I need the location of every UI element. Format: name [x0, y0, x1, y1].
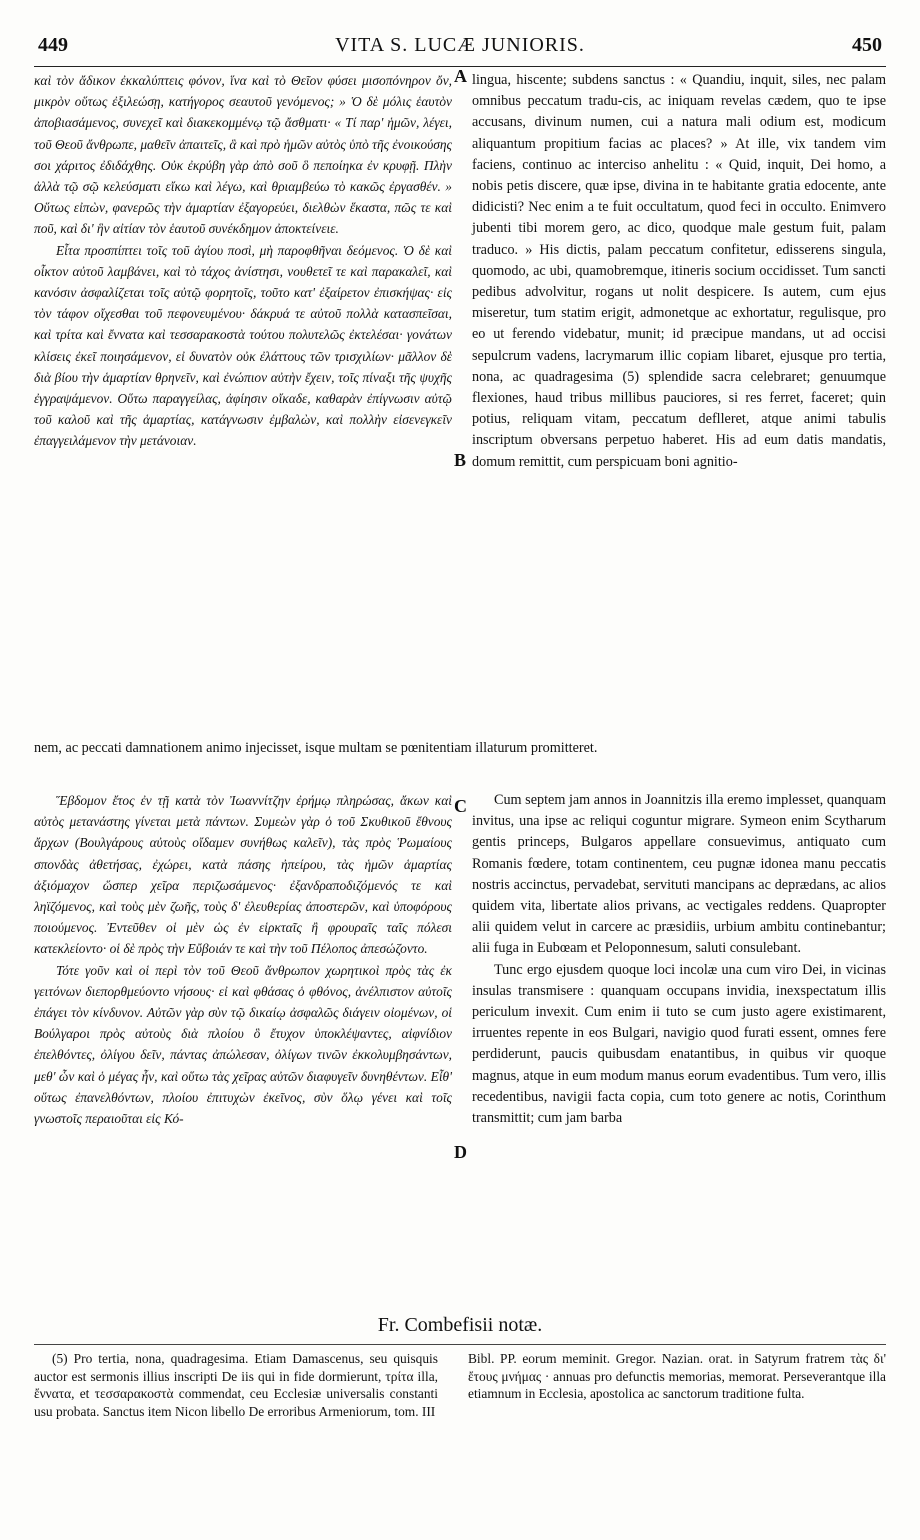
greek-column-top — [34, 70, 452, 452]
latin-paragraph-1: lingua, hiscente; subdens sanctus : « Quandiu, inquit, siles, nec palam omnibus peccatum tradu-cis, ac iniquam revelas cædem, quo te ipse accusans, divinum numen, cui a natura mali odium est, modicum aliquantum propitium facias ac places? » At ille, vix tandem vim faciens, continuo ac interciso anhelitu : « Quid, inquit, Dei homo, a nobis petis discere, quæ ipse, divina in te habitante gratia edocente, ante didicisti? Nec enim a te fuit occultatum, quod feci in occulto. Enimvero jubenti tibi morem gero, ac dico, quodque male gestum fuit, palam traduco. » His dictis, palam peccatum confitetur, edisserens singula, quomodo, ac ubi, quamobremque, itineris socium occidisset. Tum sancti pedibus advolvitur, rogans ut nolit despicere. Is autem, cum ejus miseretur, tum statim erigit, admonetque ac exhortatur, regulisque, pro eo ut ferendo videbatur, munit; id præcipue mandans, ut ad occisi sepulcrum vadens, lacrymarum illic copiam libaret, ejusque pro tertia, nona, ac quadragesima (5) splendide sacra celebraret; genuumque flexiones, haud tribus millibus pauciores, si res ferret, faceret; quin potius, reliquam vitam, peccatum deflleret, atque animi tabulis inscriptum obversans perpetuo haberet. His ad eum datis mandatis, domum remittit, cum perspicuam boni agnitio- — [472, 72, 886, 470]
latin-bridge-line: nem, ac peccati damnationem animo injecisset, isque multam se pœnitentiam illaturum promitteret. — [34, 740, 598, 756]
greek-paragraph-3: Ἕβδομον ἔτος ἐν τῇ κατὰ τὸν Ἰωαννίτζην ἐρήμῳ πληρώσας, ἄκων καὶ αὐτὸς μετανάστης γίνεται μετὰ πάντων. Συμεὼν γὰρ ὁ τοῦ Σκυθικοῦ ἔθνους ἄρχων (Βουλγάρους αὐτοὺς οἴδαμεν συνήθως καλεῖν), τὰς πρὸς Ῥωμαίους σπονδὰς ἀθετήσας, ἐχώρει, κατὰ πάσης ἠπείρου, τὰς ἡμῶν ἁμαρτίας ἀξιόμαχον ὥσπερ χεῖρα περιζωσάμενος· ἐξανδραποδιζόμενός τε καὶ ληϊζόμενος, καὶ τοὺς μὲν ζωῆς, τοὺς δ' ἐλευθερίας ἀποστερῶν, καὶ ὑποφόρους ποιούμενος. Ἐντεῦθεν οἱ μὲν ὡς ἐν εἱρκταῖς ἢ φρουραῖς ταῖς πόλεσι κατεκλείοντο· οἱ δὲ πρὸς τὴν Εὔβοιάν τε καὶ τὴν τοῦ Πέλοπος ἀπεσώζοντο. — [34, 793, 452, 957]
greek-paragraph-4: Τότε γοῦν καὶ οἱ περὶ τὸν τοῦ Θεοῦ ἄνθρωπον χωρητικοὶ πρὸς τὰς ἐκ γειτόνων διεπορθμεύοντο νήσους· εἰ καὶ φθάσας ὁ φθόνος, ἀνέλπιστον αὐτοῖς ἐπάγει τὸν κίνδυνον. Αὐτῶν γὰρ σὺν τῷ δικαίῳ ἀσφαλῶς διάγειν οἰομένων, οἱ Βούλγαροι πρὸς αὐτοὺς διὰ πλοίου ὃ ἔτυχον ὑποκλέψαντες, αἰφνίδιον ἐπελθόντες, ὀλίγου δεῖν, πάντας ἀπώλεσαν, ὀλίγων τινῶν ἐκκολυμβησάντων, μεθ' ὧν καὶ ὁ μέγας ἦν, καὶ οὕτω τὰς χεῖρας αὐτῶν διαφυγεῖν δυνηθέντων. Εἶθ' οὕτως ἐπανελθόντων, πλοίου ἐπιτυχὼν ἐκεῖνος, σὺν ὅλῳ γένει καὶ τοῖς γνωστοῖς περαιοῦται εἰς Κό- — [34, 962, 452, 1127]
notes-heading: Fr. Combefisii notæ. — [377, 1314, 543, 1336]
notes-right-column — [468, 1350, 886, 1403]
notes-divider — [34, 1344, 886, 1345]
page-number-right: 450 — [852, 34, 882, 56]
footnote-5: (5) Pro tertia, nona, quadragesima. Etiam Damascenus, seu quisquis auctor est sermonis illius inscripti De iis qui in fide dormierunt, τρίτα illa, ἔννατα, et τεσσαρακοστὰ commendat, ceu Ecclesiæ universalis constanti usu probata. Sanctus item Nicon libello De erroribus Armeniorum, tom. III — [34, 1351, 438, 1419]
latin-paragraph-2: Cum septem jam annos in Joannitzis illa eremo implesset, quanquam invitus, una ipse ac reliqui coguntur migrare. Symeon enim Scytharum gentis princeps, Bulgaros appellare consuevimus, antiquato cum Romanis fœdere, totam continentem, ceu pugnæ idonea manu peccatis nostris accinctus, pervadebat, servituti mancipans ac deprædans, ac alios quidem vita, libertate alios privans, ac vectigales reddens. Quapropter alii quidem velut in carcere ac præsidiis, urbium ambitu continebantur; alii fuga in Eubœam et Peloponnesum, saluti consulebant. — [472, 792, 886, 957]
running-header — [34, 30, 886, 67]
margin-marker-b: B — [454, 450, 467, 470]
page-number-left: 449 — [38, 34, 68, 56]
greek-paragraph-1: καὶ τὸν ἄδικον ἐκκαλύπτεις φόνον, ἵνα καὶ τὸ Θεῖον φύσει μισοπόνηρον ὄν, μικρὸν οὕτως ἐξιλεώσῃ, κατήγορος σεαυτοῦ γενόμενος; » Ὁ δὲ μόλις ἑαυτὸν ἀποβιασάμενος, συνεχεῖ καὶ διακεκομμένῳ τῷ ἄσθματι· « Τί παρ' ἡμῶν, λέγει, τοῦ Θεοῦ ἄνθρωπε, μαθεῖν ἀπαιτεῖς, ἃ καὶ πρὸ ἡμῶν αὐτὸς ὑπὸ τῆς ἐνοικούσης σοι χάριτος ἐδιδάχθης. Οὐκ ἐκρύβη γὰρ ἀπὸ σοῦ ὃ πεποίηκα ἐν κρυφῇ. Πλὴν ἀλλὰ τῷ σῷ κελεύσματι εἴκω καὶ λέγω, καὶ θριαμβεύω τὸ κακῶς ἐργασθέν. » Οὕτως εἰπὼν, φανερῶς τὴν ἁμαρτίαν ἐξαγορεύει, διελθὼν ἕκαστα, πῶς τε καὶ ποῦ, καὶ δι' ἣν αἰτίαν τὸν ἑαυτοῦ συνέκδημον ἀποκτείνειε. — [34, 73, 452, 237]
greek-paragraph-2: Εἶτα προσπίπτει τοῖς τοῦ ἁγίου ποσὶ, μὴ παροφθῆναι δεόμενος. Ὁ δὲ καὶ οἶκτον αὐτοῦ λαμβάνει, καὶ τὸ τάχος ἀνίστησι, νουθετεῖ τε καὶ παρακαλεῖ, καὶ κανόσιν ἀσφαλίζεται τοῖς αὐτῷ φορητοῖς, τοῦτο κατ' ἐξαίρετον ἐπισκήψας· εἰς τὸν τάφον οἴχεσθαι τοῦ πεφονευμένου· δάκρυά τε αὐτοῦ πολλὰ κατασπεῖσαι, καὶ τρίτα καὶ ἔννατα καὶ τεσσαρακοστὰ τούτου πολυτελῶς ἐκτελέσαι· γονάτων κλίσεις ἐκεῖ ποιησάμενον, εἰ δυνατὸν οὐκ ἐλάττους τῶν τρισχιλίων· μᾶλλον δὲ διὰ βίου τὴν ἁμαρτίαν θρηνεῖν, καὶ ἐνώπιον αὐτὴν ἔχειν, τοῖς πίναξι τῆς ψυχῆς ἐγγραψάμενον. Οὕτω παραγγείλας, ἀφίησιν οἴκαδε, καθαρὰν ἐπίγνωσιν αὐτῷ τοῦ καλοῦ καὶ τῆς ἁμαρτίας, κατάγνωσιν ἐμβαλὼν, καὶ πολλὴν εἰσενεγκεῖν ἐπαγγειλάμενον τὴν μετάνοιαν. — [34, 242, 452, 449]
greek-column-bottom — [34, 790, 452, 1129]
margin-marker-d: D — [454, 1142, 467, 1162]
running-title: VITA S. LUCÆ JUNIORIS. — [335, 34, 585, 56]
latin-column-bottom — [472, 790, 886, 1129]
margin-marker-c: C — [454, 796, 467, 816]
latin-paragraph-3: Tunc ergo ejusdem quoque loci incolæ una cum viro Dei, in vicinas insulas transmisere : quanquam occupans invidia, inexspectatum illis periculum invexit. Cum enim ii tuto se cum justo agere existimarent, irruentes repente in eos Bulgari, navigio quod furati essent, omnes fere perdiderunt, paucis quibusdam enatantibus, in quibus vir quoque magnus, atque in eum modum manus eorum evadentibus. Tum vero, illis recedentibus, navigii facta copia, cum toto genere ac notis, Corinthum transmittit; cum jam barba — [472, 961, 886, 1127]
page — [34, 30, 886, 1510]
footnote-5-continued: Bibl. PP. eorum meminit. Gregor. Nazian. orat. in Satyrum fratrem τὰς δι' ἔτους μνήμας · annuas pro defunctis memorias, memorat. Perseverantque illa etiamnum in Ecclesia, apostolica ac sanctorum traditione fulta. — [468, 1351, 886, 1401]
margin-marker-a: A — [454, 66, 467, 86]
latin-column-top — [472, 70, 886, 473]
notes-left-column — [34, 1350, 438, 1420]
